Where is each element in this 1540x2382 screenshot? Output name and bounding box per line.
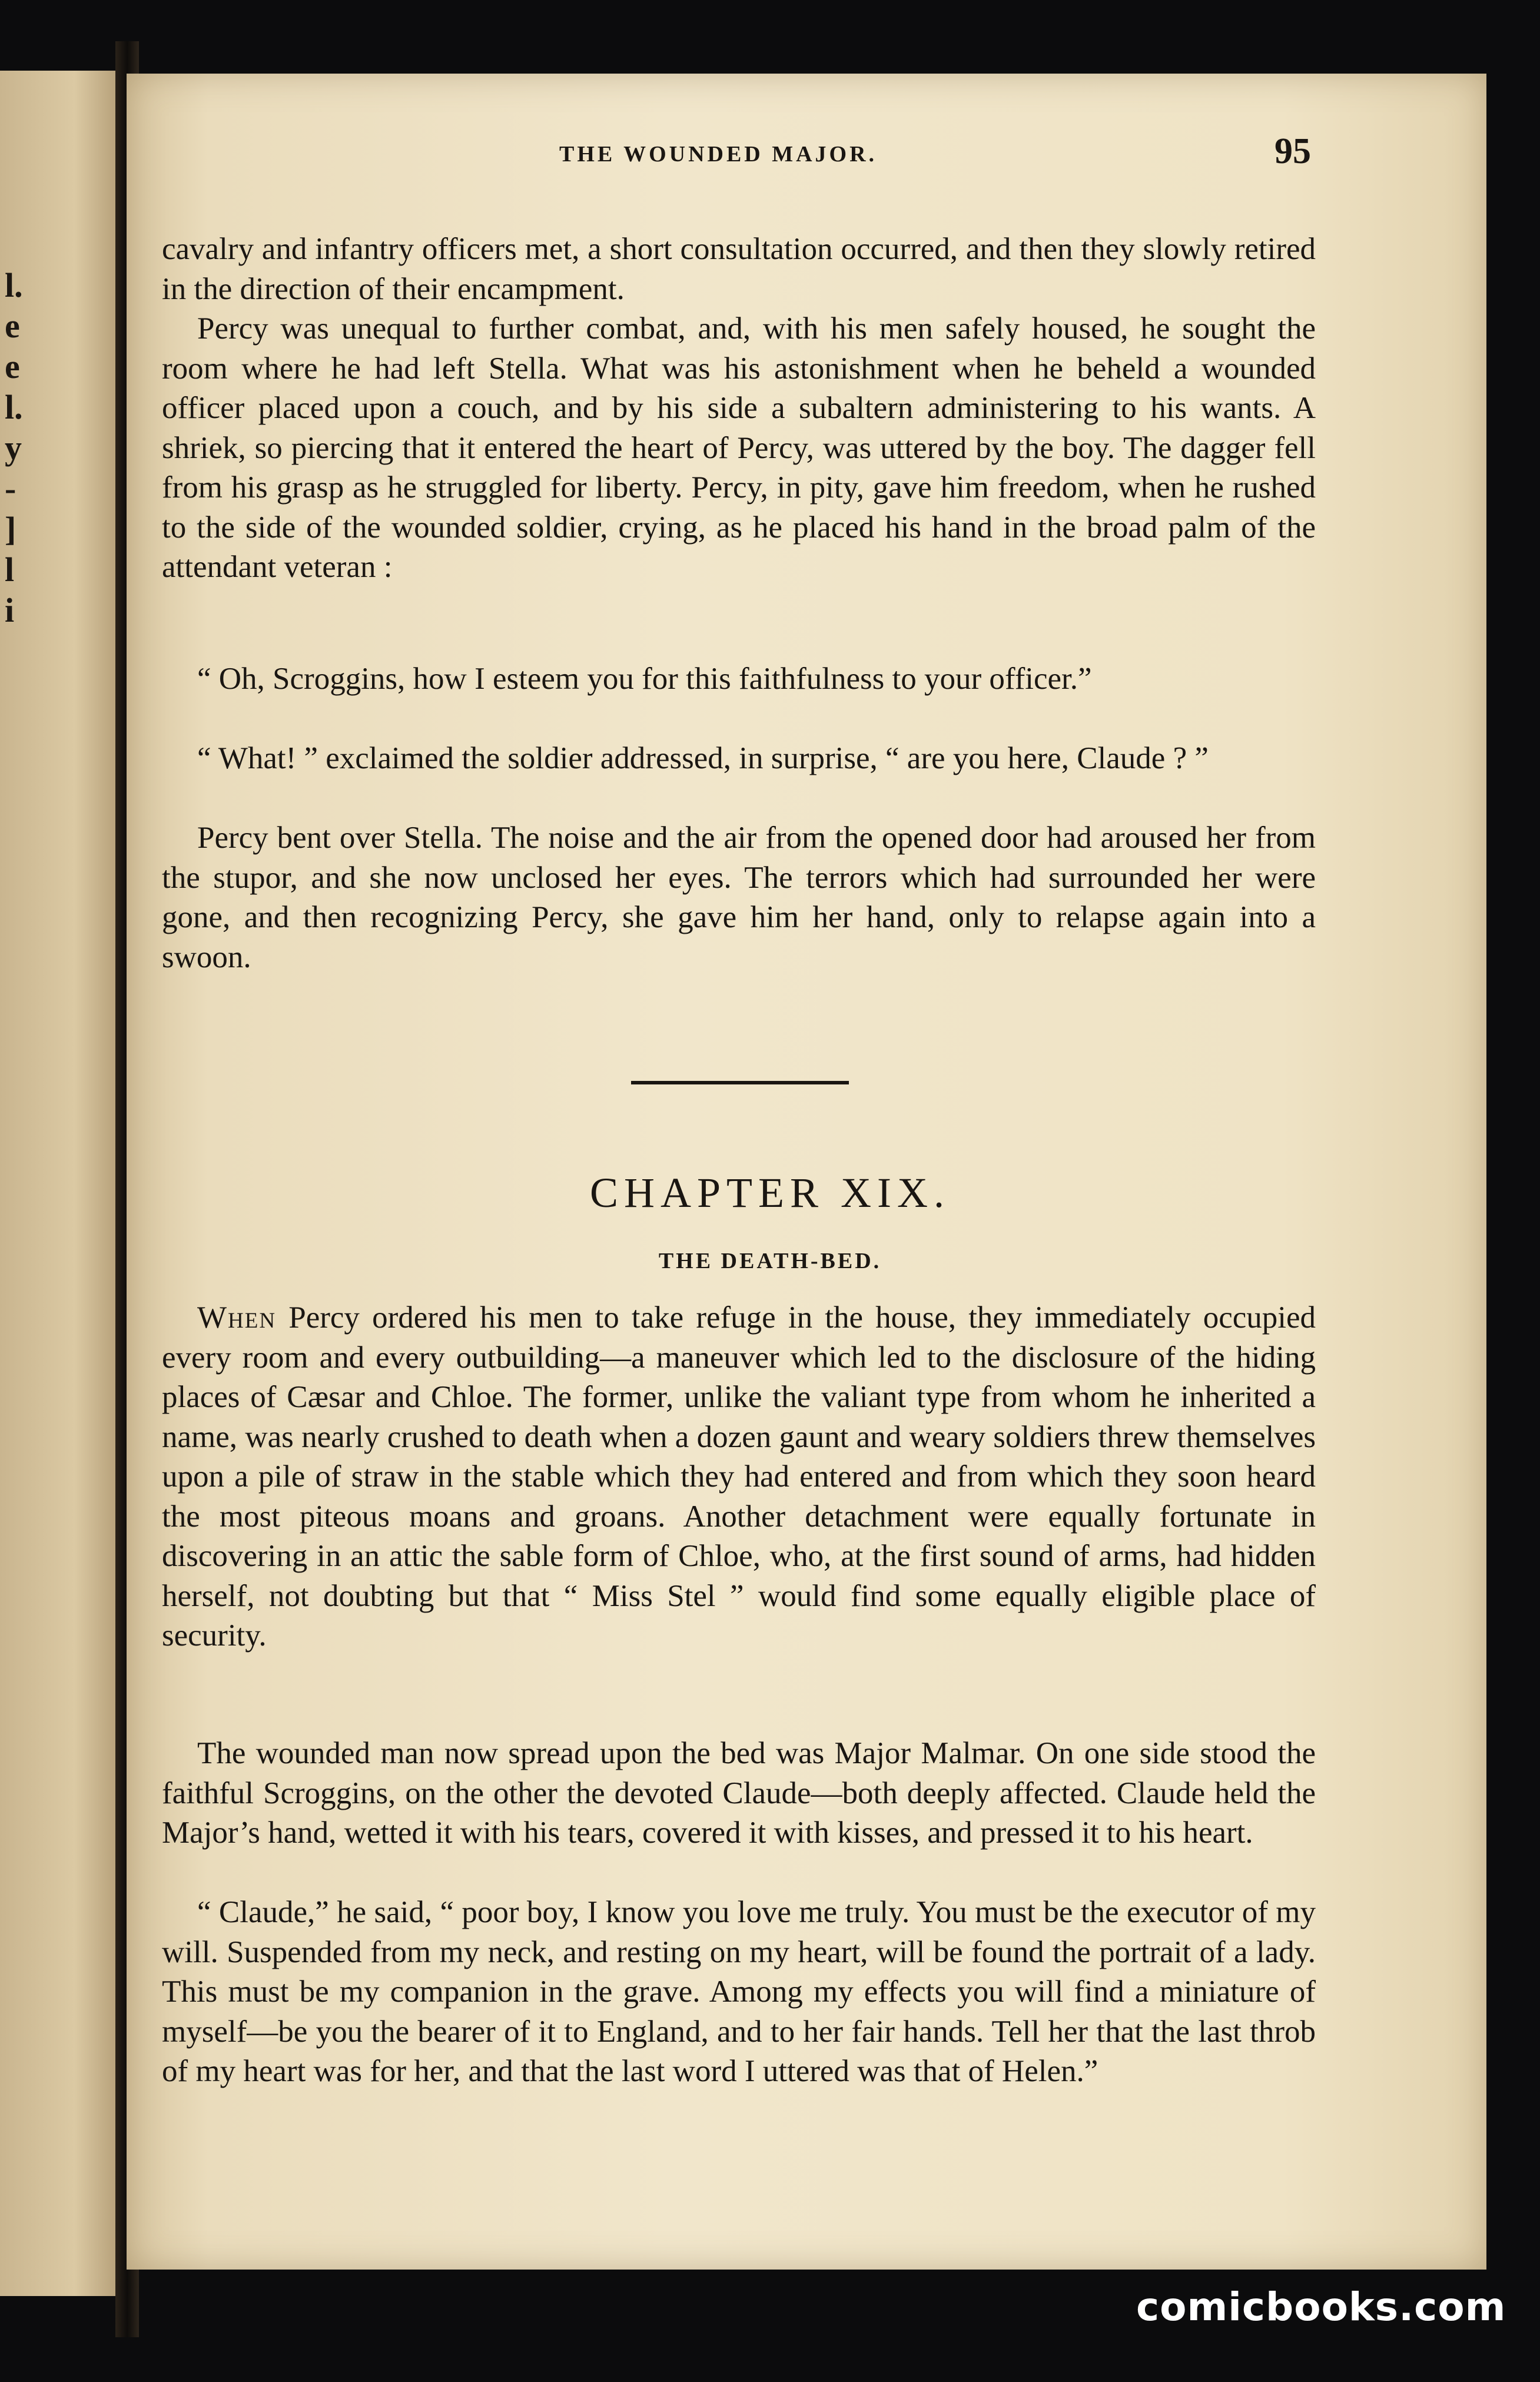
- left-fragment: e: [5, 307, 20, 345]
- paragraph-dialogue: “ Claude,” he said, “ poor boy, I know you love me truly. You must be the executor of my will. Suspended from my neck, and resting on my heart, will be found the portrait of a lady. This must be my companion in the grave. Among my effects you will find a miniature of myself—be you the bearer of it to England, and to her fair hands. Tell her that the last throb of my heart was for her, and that the last word I uttered was that of Helen.”: [162, 1895, 1316, 2088]
- chapter-title: CHAPTER XIX.: [589, 1169, 950, 1216]
- left-fragment: ]: [5, 510, 16, 548]
- section-divider-rule: [631, 1081, 849, 1084]
- left-fragment: -: [5, 469, 16, 507]
- chapter-subtitle: THE DEATH-BED.: [658, 1249, 882, 1273]
- chapter-opening-paragraph: [162, 1298, 1316, 1656]
- paragraph-dialogue: “ Oh, Scroggins, how I esteem you for this faithfulness to your officer.”: [197, 662, 1092, 696]
- left-page-text-fragments: [5, 265, 22, 631]
- left-fragment: l: [5, 550, 15, 589]
- paragraph-continuation: cavalry and infantry officers met, a short consultation occurred, and then they slowly retired in the direction of their encampment.: [162, 232, 1316, 306]
- site-watermark: comicbooks.com: [1136, 2284, 1506, 2330]
- paragraph-dialogue: “ What! ” exclaimed the soldier addressed, in surprise, “ are you here, Claude ? ”: [197, 741, 1209, 775]
- opening-word: When: [197, 1301, 277, 1335]
- left-fragment: y: [5, 429, 22, 467]
- page-number: 95: [1275, 131, 1311, 171]
- left-fragment: l.: [5, 388, 23, 426]
- paragraph: The wounded man now spread upon the bed was Major Malmar. On one side stood the faithful Scroggins, on the other the devoted Claude—both deeply affected. Claude held the Major’s hand, wetted it with his tears, covered it with kisses, and pressed it to his heart.: [162, 1736, 1316, 1850]
- opening-paragraph-text: Percy ordered his men to take refuge in the house, they immediately occupied every room and every outbuilding—a maneuver which led to the disclosure of the hiding places of Cæsar and Chloe. The former, unlike the valiant type from whom he inherited a name, was nearly crushed to death when a dozen gaunt and weary soldiers threw themselves upon a pile of straw in the stable which they had entered and from which they soon heard the most piteous moans and groans. Another detachment were equally fortunate in discovering in an attic the sable form of Chloe, who, at the first sound of arms, had hidden herself, not doubting but that “ Miss Stel ” would find some equally eligible place of security.: [162, 1301, 1316, 1653]
- running-head: THE WOUNDED MAJOR.: [559, 142, 878, 167]
- paragraph: Percy was unequal to further combat, and, with his men safely housed, he sought the room where he had left Stella. What was his astonishment when he beheld a wounded officer placed upon a couch, and by his side a subaltern administering to his wants. A shriek, so piercing that it entered the heart of Percy, was uttered by the boy. The dagger fell from his grasp as he struggled for liberty. Percy, in pity, gave him freedom, when he rushed to the side of the wounded soldier, crying, as he placed his hand in the broad palm of the attendant veteran :: [162, 311, 1316, 584]
- left-fragment: i: [5, 591, 15, 629]
- left-fragment: e: [5, 347, 20, 386]
- left-fragment: l.: [5, 266, 23, 304]
- paragraph: Percy bent over Stella. The noise and the air from the opened door had aroused her from the stupor, and she now unclosed her eyes. The terrors which had surrounded her were gone, and then recognizing Percy, she gave him her hand, only to relapse again into a swoon.: [162, 821, 1316, 974]
